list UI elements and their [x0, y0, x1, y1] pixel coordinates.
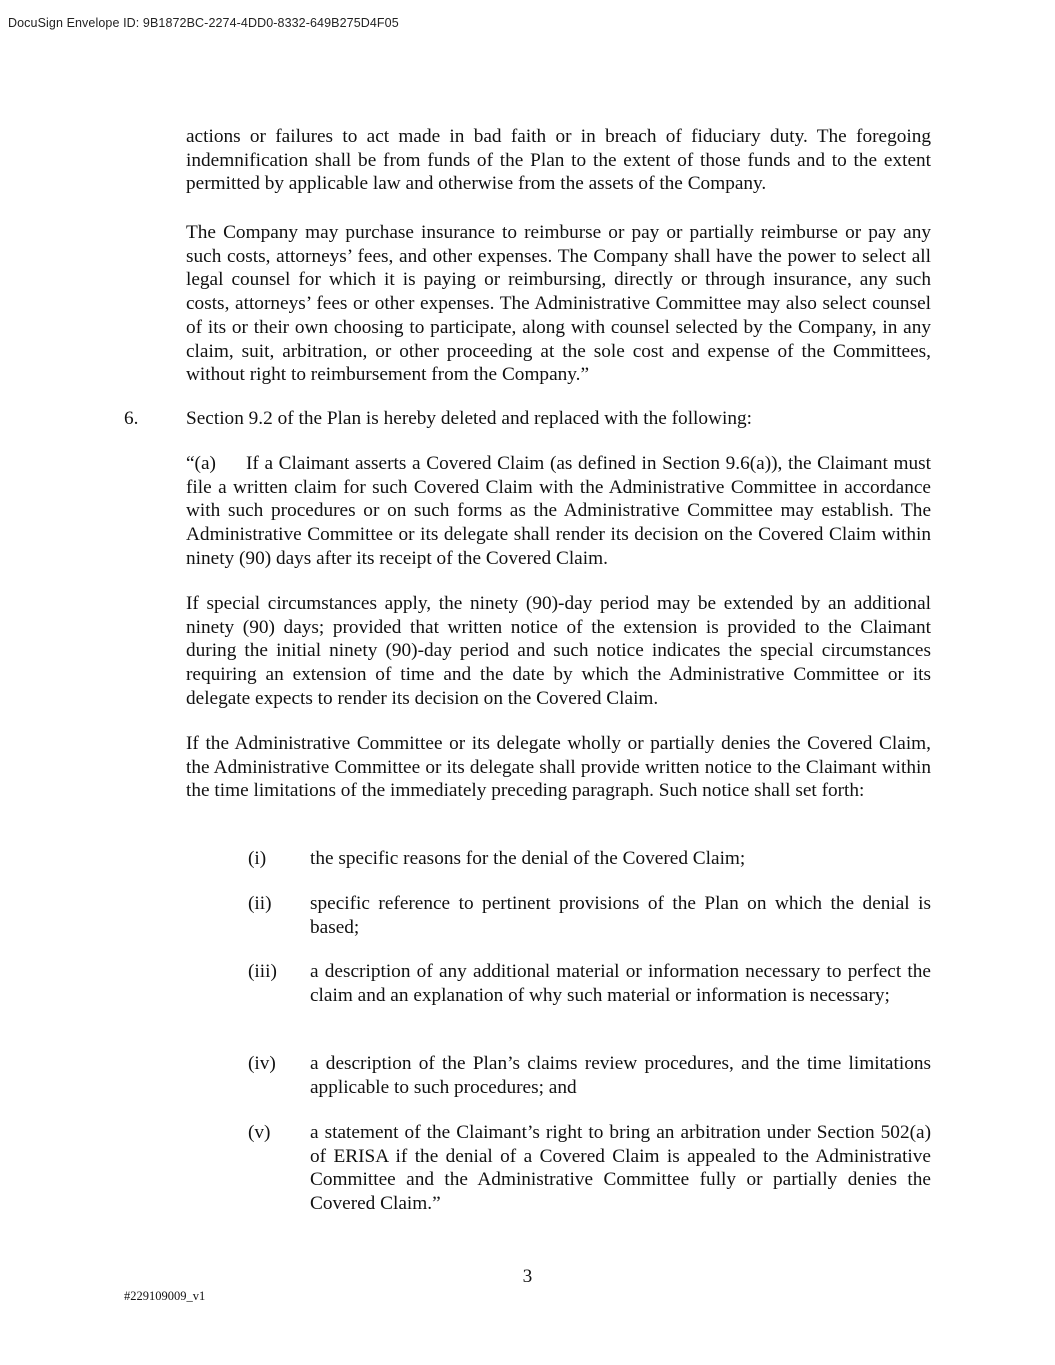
list-item-number: (v): [248, 1122, 271, 1143]
list-item-number: (i): [248, 848, 267, 869]
document-id: #229109009_v1: [124, 1289, 206, 1303]
list-item-text: a description of the Plan’s claims review procedures, and the time limitations applicable to such procedures; and: [310, 1053, 931, 1098]
section-heading: Section 9.2 of the Plan is hereby deleted and replaced with the following:: [186, 408, 752, 429]
list-item-text: a statement of the Claimant’s right to bring an arbitration under Section 502(a) of ERISA if the denial of a Covered Claim is appealed to the Administrative Committee and the Administrative Committee fully or partially denies the Covered Claim.”: [310, 1122, 931, 1215]
list-item-text: a description of any additional material or information necessary to perfect the claim and an explanation of why such material or information is necessary;: [310, 961, 931, 1006]
list-item-number: (ii): [248, 893, 272, 914]
subsection-a-label: “(a): [186, 453, 216, 474]
subsection-a: [186, 452, 931, 571]
list-item-text: specific reference to pertinent provisions of the Plan on which the denial is based;: [310, 893, 931, 938]
list-item-number: (iii): [248, 961, 277, 982]
list-item-text: the specific reasons for the denial of the Covered Claim;: [310, 848, 746, 869]
paragraph-denial-notice: If the Administrative Committee or its delegate wholly or partially denies the Covered Claim, the Administrative Committee or its delegate shall provide written notice to the Claimant within the time limitations of the immediately preceding paragraph. Such notice shall set forth:: [186, 733, 931, 802]
section-number: 6.: [124, 408, 139, 429]
envelope-id: DocuSign Envelope ID: 9B1872BC-2274-4DD0-8332-649B275D4F05: [8, 16, 399, 30]
list-item-number: (iv): [248, 1053, 276, 1074]
page-number: 3: [522, 1266, 533, 1287]
paragraph-insurance: The Company may purchase insurance to reimburse or pay or partially reimburse or pay any such costs, attorneys’ fees, and other expenses. The Company shall have the power to select all legal counsel for which it is paying or reimbursing, directly or through insurance, any such costs, attorneys’ fees or other expenses. The Administrative Committee may also select counsel of its or their own choosing to participate, along with counsel selected by the Company, in any claim, suit, arbitration, or other proceeding at the sole cost and expense of the Committees, without right to reimbursement from the Company.”: [186, 222, 931, 386]
paragraph-indemnification: actions or failures to act made in bad faith or in breach of fiduciary duty. The foregoing indemnification shall be from funds of the Plan to the extent of those funds and to the extent permitted by applicable law and otherwise from the assets of the Company.: [186, 126, 931, 195]
paragraph-special-circumstances: If special circumstances apply, the ninety (90)-day period may be extended by an additional ninety (90) days; provided that written notice of the extension is provided to the Claimant during the initial ninety (90)-day period and such notice indicates the special circumstances requiring an extension of time and the date by which the Administrative Committee or its delegate expects to render its decision on the Covered Claim.: [186, 593, 931, 709]
subsection-a-text: If a Claimant asserts a Covered Claim (as defined in Section 9.6(a)), the Claimant must file a written claim for such Covered Claim with the Administrative Committee in accordance with such procedures or on such forms as the Administrative Committee may establish. The Administrative Committee or its delegate shall render its decision on the Covered Claim within ninety (90) days after its receipt of the Covered Claim.: [186, 453, 931, 569]
